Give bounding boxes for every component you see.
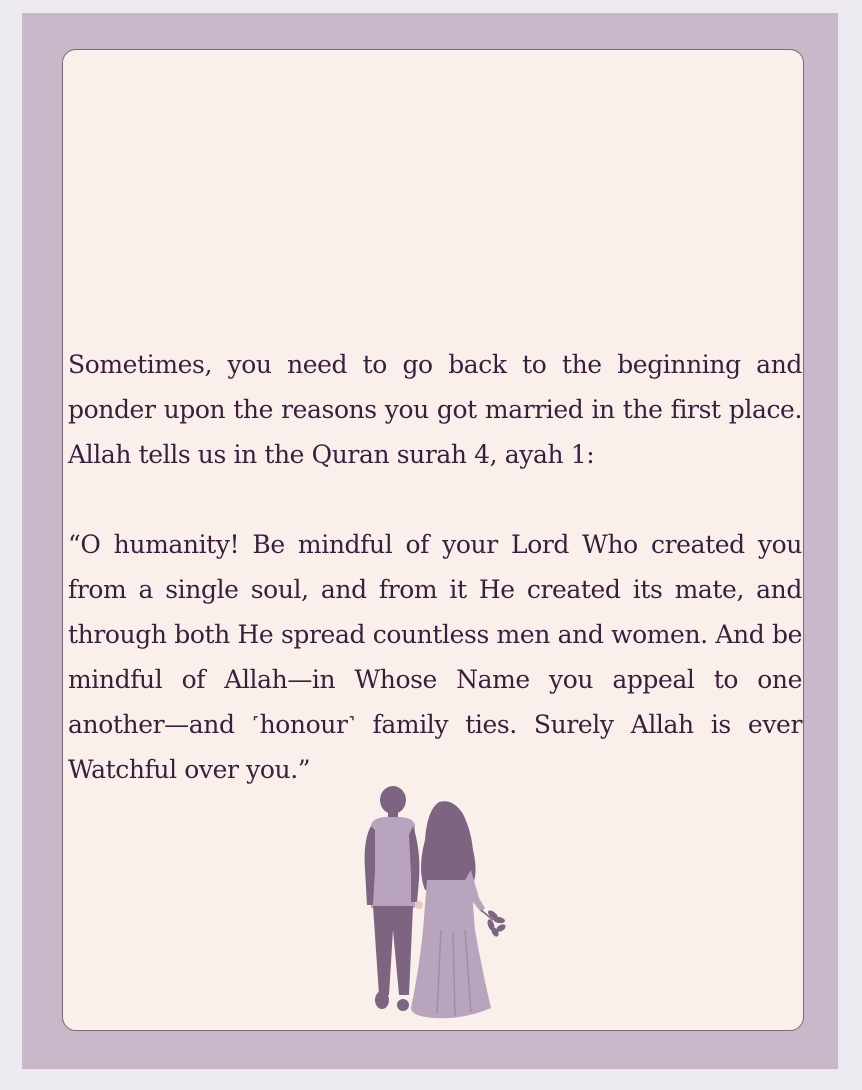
man-figure: [365, 786, 420, 1011]
quran-quote: “O humanity! Be mindful of your Lord Who created you from a single soul, and from it He created its mate, and through both He spread countless men and women. And be mindful of Allah—in Whose Name you appeal to one another—and ˹honour˺ family ties. Surely Allah is ever Watchful over you.”: [68, 530, 802, 784]
couple-illustration: [353, 780, 513, 1030]
content-card: [62, 49, 804, 1031]
text-block: [68, 342, 802, 792]
page-frame: [22, 13, 838, 1069]
woman-figure: [411, 801, 507, 1018]
intro-paragraph: Sometimes, you need to go back to the beginning and ponder upon the reasons you got married in the first place. Allah tells us in the Quran surah 4, ayah 1:: [68, 350, 802, 469]
